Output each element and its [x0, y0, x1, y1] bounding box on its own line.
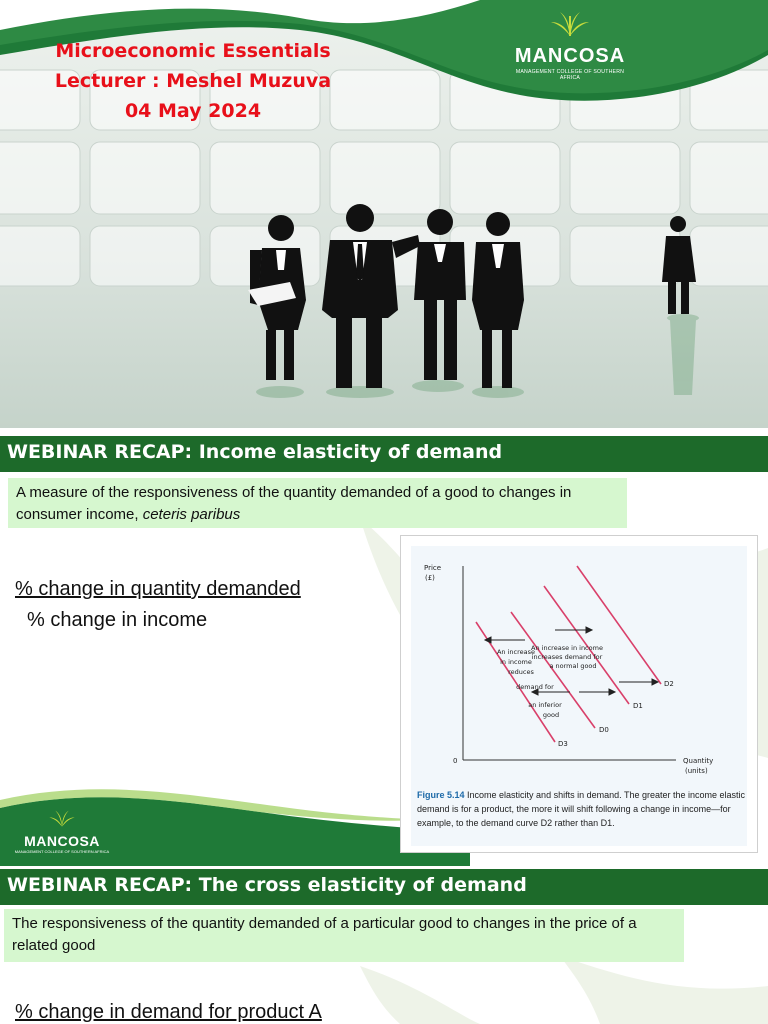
annotation-inferior-2: in income — [500, 658, 532, 666]
formula-denominator: % change in income — [27, 609, 208, 631]
logo-tagline: MANAGEMENT COLLEGE OF SOUTHERN AFRICA — [515, 69, 625, 81]
footer-logo-tagline: MANAGEMENT COLLEGE OF SOUTHERN AFRICA — [14, 849, 110, 854]
definition-text: The responsiveness of the quantity demanded of a particular good to changes in the price of a related good — [12, 915, 637, 954]
footer-logo-name: MANCOSA — [24, 833, 100, 849]
presentation-date: 04 May 2024 — [124, 100, 262, 122]
annotation-inferior-3: reduces — [508, 668, 534, 676]
slide-heading-bar — [0, 433, 768, 472]
lecturer-name: Lecturer : Meshel Muzuva — [54, 70, 332, 92]
annotation-inferior-1: An increase — [496, 648, 536, 656]
cross-elasticity-slide — [0, 866, 768, 1024]
demand-shift-figure — [400, 535, 758, 853]
annotation-inferior-6: good — [542, 711, 560, 719]
definition-box — [4, 909, 684, 962]
annotation-normal-1: An increase in income — [531, 644, 603, 652]
origin-label: 0 — [453, 757, 458, 765]
figure-caption — [417, 788, 747, 830]
formula-numerator: % change in demand for product A — [15, 1001, 322, 1023]
y-axis-label: Price — [424, 564, 442, 572]
x-axis-label: Quantity — [683, 757, 714, 765]
definition-box — [8, 478, 627, 528]
annotation-inferior-5: an inferior — [528, 701, 562, 709]
course-title: Microeconomic Essentials — [55, 40, 331, 62]
slide-heading: WEBINAR RECAP: The cross elasticity of demand — [7, 874, 527, 896]
business-people-silhouettes — [0, 0, 768, 428]
curve-label-d0: D0 — [599, 726, 609, 734]
figure-caption-text: Income elasticity and shifts in demand. The greater the income elastic demand is for a product, the more it will shift following a change in income—for example, to the demand curve D2 rather than D1. — [417, 790, 746, 828]
mancosa-footer-logo — [12, 808, 112, 854]
curve-label-d2: D2 — [664, 680, 674, 688]
annotation-normal-2: increases demand for — [531, 653, 603, 661]
curve-label-d3: D3 — [558, 740, 568, 748]
logo-name: MANCOSA — [514, 45, 626, 67]
leaf-icon — [47, 808, 77, 828]
figure-number: Figure 5.14 — [417, 790, 465, 800]
slide-heading: WEBINAR RECAP: Income elasticity of demand — [7, 441, 503, 463]
curve-label-d1: D1 — [633, 702, 643, 710]
slide-heading-bar — [0, 866, 768, 905]
x-axis-unit: (units) — [685, 767, 708, 775]
definition-italic: ceteris paribus — [142, 506, 241, 523]
annotation-inferior-4: demand for — [516, 683, 554, 691]
title-slide — [0, 0, 768, 428]
formula-numerator: % change in quantity demanded — [15, 578, 301, 600]
annotation-normal-3: a normal good — [549, 662, 597, 670]
y-axis-unit: (£) — [425, 574, 435, 582]
definition-text: A measure of the responsiveness of the quantity demanded of a good to changes in consumer income, — [16, 484, 572, 523]
income-elasticity-slide — [0, 428, 768, 866]
